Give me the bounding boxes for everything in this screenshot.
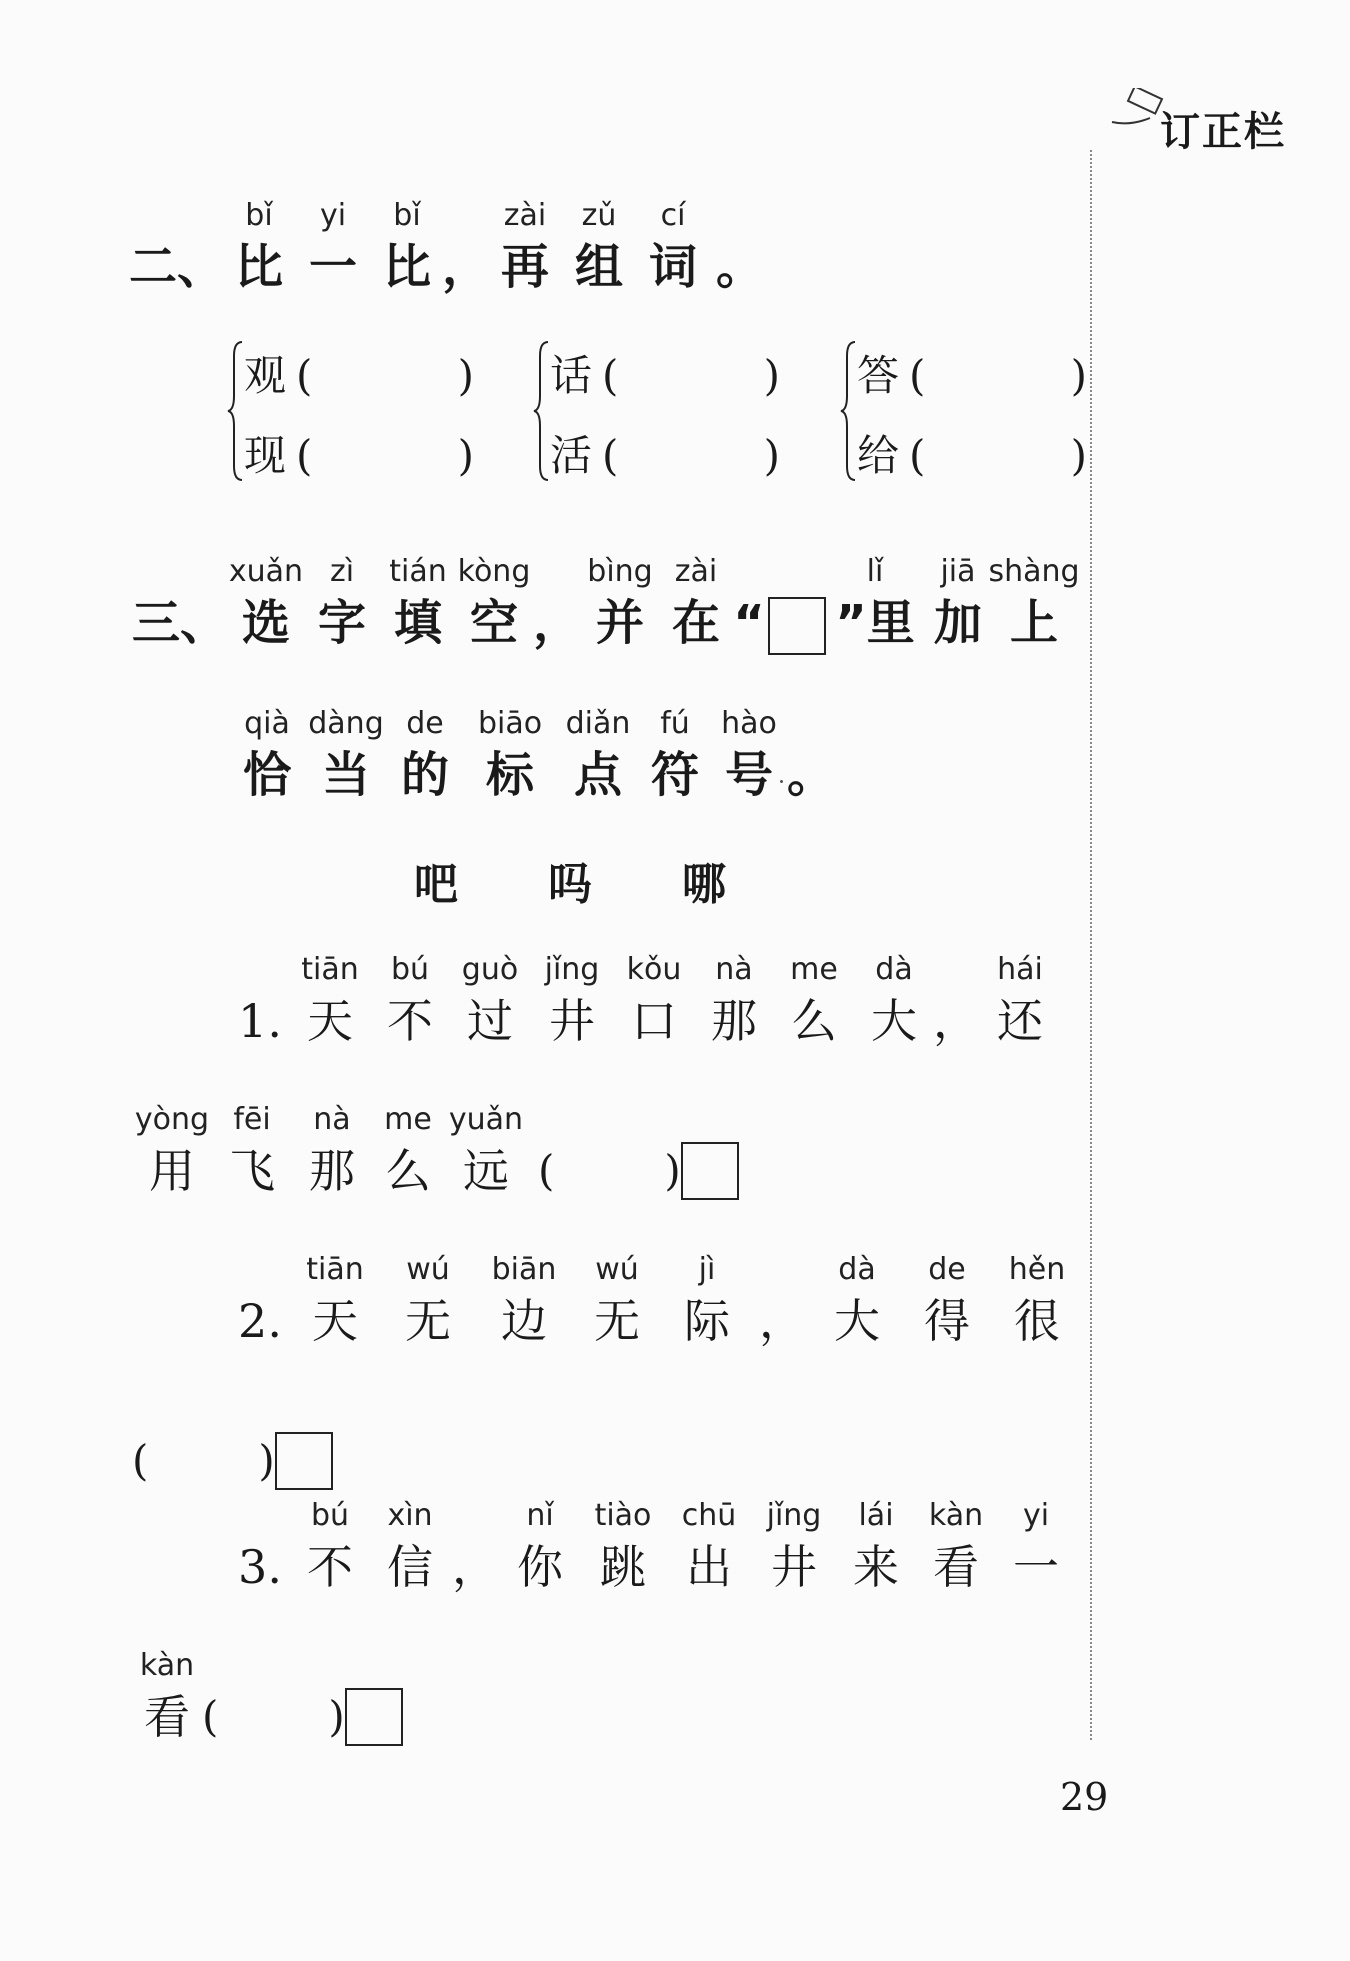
word-pair-group: [550, 336, 780, 496]
open-paren: (: [132, 1436, 149, 1485]
choice-characters: [0, 848, 1090, 912]
hanzi: 在: [671, 595, 720, 651]
paren-box-group: [538, 1140, 739, 1202]
pinyin: nǐ: [526, 1498, 554, 1533]
pinyin: biān: [491, 1252, 557, 1287]
char-cell: [304, 552, 380, 654]
word-pair-line: [550, 336, 780, 416]
hanzi: ，: [452, 1540, 498, 1594]
hanzi: 信: [387, 1540, 433, 1594]
pinyin: xìn: [387, 1498, 433, 1533]
hanzi: 大: [834, 1294, 880, 1348]
char-cell: [658, 552, 734, 654]
hanzi: 那: [711, 994, 757, 1048]
pinyin: bìng: [587, 554, 653, 589]
hanzi: “: [733, 595, 765, 651]
punctuation-box-icon[interactable]: [345, 1688, 403, 1746]
char-cell: [450, 950, 530, 1052]
close-paren: ): [328, 1692, 345, 1741]
section3-heading-line2: [230, 704, 836, 806]
char-cell: [230, 1496, 290, 1598]
hanzi: 一: [1013, 1540, 1059, 1594]
hanzi: 天: [312, 1294, 358, 1348]
char-cell: [786, 704, 836, 806]
char-cell: [500, 1496, 580, 1598]
word-pair-line: [244, 336, 474, 416]
pinyin: bú: [310, 1498, 350, 1533]
pinyin: bǐ: [245, 198, 273, 233]
choice-na: 哪: [682, 859, 726, 910]
char-cell: [476, 1250, 572, 1352]
hanzi: 口: [631, 994, 677, 1048]
hanzi: 2.: [238, 1294, 282, 1348]
hanzi: 远: [463, 1144, 509, 1198]
pinyin: jiā: [940, 554, 976, 589]
char-cell: [988, 552, 1080, 654]
close-paren: ): [258, 1436, 275, 1485]
pinyin: nà: [715, 952, 753, 987]
punctuation-box-icon[interactable]: [275, 1432, 333, 1490]
char-cell: [734, 552, 764, 654]
answer-slot[interactable]: [538, 1100, 739, 1202]
hanzi: 的: [400, 747, 449, 803]
open-paren: (: [909, 351, 926, 400]
pinyin: bǐ: [393, 198, 421, 233]
answer-slot-start[interactable]: [244, 336, 312, 416]
pinyin: dà: [875, 952, 913, 987]
hanzi: 不: [307, 1540, 353, 1594]
open-paren: (: [602, 351, 619, 400]
char-cell: [636, 196, 710, 298]
stray-dot: [780, 780, 783, 783]
char-cell: [992, 1250, 1082, 1352]
curly-brace-icon: [226, 336, 244, 486]
hanzi: 看: [933, 1540, 979, 1594]
answer-slot-start[interactable]: [857, 336, 925, 416]
char-cell: [614, 950, 694, 1052]
hanzi: 么: [385, 1144, 431, 1198]
pinyin: shàng: [988, 554, 1080, 589]
hanzi: ，: [759, 1294, 805, 1348]
hanzi: 无: [594, 1294, 640, 1348]
hanzi: 恰: [242, 747, 291, 803]
hanzi: 1.: [238, 994, 282, 1048]
hanzi: 边: [501, 1294, 547, 1348]
base-character: 现: [244, 431, 287, 480]
hanzi: 你: [517, 1540, 563, 1594]
pinyin: yòng: [134, 1102, 210, 1137]
pinyin: hào: [721, 706, 777, 741]
pinyin: fú: [660, 706, 690, 741]
char-cell: [830, 552, 920, 654]
char-cell: [710, 196, 770, 298]
hanzi: 际: [684, 1294, 730, 1348]
answer-slot-start[interactable]: [244, 416, 312, 496]
hanzi: 大: [871, 994, 917, 1048]
char-cell: [370, 1496, 450, 1598]
char-cell: [304, 704, 388, 806]
pinyin: tiào: [594, 1498, 652, 1533]
char-cell: [572, 1250, 662, 1352]
close-paren: ): [457, 431, 474, 480]
hanzi: 来: [853, 1540, 899, 1594]
char-cell: [380, 1250, 476, 1352]
word-pair-group: [244, 336, 474, 496]
char-cell: [132, 1100, 212, 1202]
char-cell: [442, 196, 491, 298]
close-paren: ): [664, 1146, 681, 1195]
choice-ba: 吧: [414, 859, 458, 910]
pinyin: tiān: [301, 952, 359, 987]
hanzi: 出: [686, 1540, 732, 1594]
open-paren: (: [602, 431, 619, 480]
page-number: 29: [1060, 1775, 1109, 1819]
answer-slot-start[interactable]: [550, 336, 618, 416]
pinyin: yi: [319, 198, 347, 233]
pinyin: wú: [595, 1252, 639, 1287]
char-cell: [370, 196, 444, 298]
hanzi: 天: [307, 994, 353, 1048]
question3-line2: [132, 1646, 403, 1748]
pinyin: dà: [838, 1252, 876, 1287]
section3-heading-line1: [132, 552, 1080, 654]
hanzi: 。: [715, 239, 764, 295]
hanzi: ”里: [835, 595, 915, 651]
char-cell: [530, 950, 614, 1052]
char-cell: [812, 1250, 902, 1352]
char-cell: [230, 704, 304, 806]
char-cell: [230, 1250, 290, 1352]
hanzi: 3.: [238, 1540, 282, 1594]
pinyin: guò: [461, 952, 519, 987]
hanzi: 么: [791, 994, 837, 1048]
char-cell: [752, 1496, 836, 1598]
question1-line2: [132, 1100, 739, 1202]
question1-line1: [230, 950, 1062, 1052]
pinyin: tiān: [306, 1252, 364, 1287]
char-cell: [444, 1100, 528, 1202]
hanzi: 空: [469, 595, 518, 651]
char-cell: [230, 950, 290, 1052]
close-paren: ): [763, 351, 780, 400]
hanzi: 当: [321, 747, 370, 803]
base-character: 活: [550, 431, 593, 480]
pinyin: fēi: [233, 1102, 271, 1137]
hanzi: ，: [933, 994, 979, 1048]
pinyin: de: [406, 706, 444, 741]
char-cell: [290, 950, 370, 1052]
hanzi: 不: [387, 994, 433, 1048]
char-cell: [212, 1100, 292, 1202]
open-paren: (: [538, 1146, 555, 1195]
char-cell: [562, 196, 636, 298]
pinyin: nà: [313, 1102, 351, 1137]
choice-ma: 吗: [548, 859, 592, 910]
hanzi: 比: [234, 239, 283, 295]
pinyin: zǔ: [581, 198, 617, 233]
pinyin: chū: [681, 1498, 737, 1533]
answer-slot[interactable]: [132, 1390, 333, 1492]
correction-divider: [1090, 150, 1092, 1740]
pinyin: bú: [390, 952, 430, 987]
hanzi: 飞: [229, 1144, 275, 1198]
pinyin: biāo: [477, 706, 543, 741]
question2-line1: [230, 1250, 1082, 1352]
char-cell: [666, 1496, 752, 1598]
hanzi: 二、: [129, 239, 226, 295]
pinyin: lái: [858, 1498, 894, 1533]
pinyin: qià: [244, 706, 290, 741]
word-pair-line: [857, 416, 1087, 496]
char-cell: [370, 950, 450, 1052]
pinyin: yi: [1022, 1498, 1050, 1533]
char-cell: [934, 950, 978, 1052]
char-cell: [488, 196, 562, 298]
char-cell: [132, 1646, 202, 1748]
char-cell: [580, 1496, 666, 1598]
question2-line2: [132, 1390, 333, 1492]
hanzi: 符: [650, 747, 699, 803]
pinyin: kǒu: [626, 952, 682, 987]
curly-brace-icon: [532, 336, 550, 486]
base-character: 给: [857, 431, 900, 480]
correction-column-title: 订正栏: [1160, 109, 1286, 155]
pinyin: yuǎn: [448, 1102, 524, 1137]
pinyin: lǐ: [866, 554, 884, 589]
char-cell: [558, 704, 638, 806]
hanzi: 点: [573, 747, 622, 803]
hanzi: 那: [309, 1144, 355, 1198]
pinyin: zài: [503, 198, 547, 233]
paren-box-group: [202, 1686, 403, 1748]
pinyin: cí: [660, 198, 686, 233]
char-cell: [290, 1496, 370, 1598]
hanzi: 号: [724, 747, 773, 803]
section2-heading: [129, 196, 770, 298]
paren-box-group: [132, 1430, 333, 1492]
char-cell: [296, 196, 370, 298]
blank-box-icon: [768, 597, 826, 655]
open-paren: (: [296, 351, 313, 400]
pinyin: jì: [698, 1252, 716, 1287]
pinyin: de: [928, 1252, 966, 1287]
char-cell: [694, 950, 774, 1052]
heading-blank-box: [768, 592, 826, 654]
answer-slot-start[interactable]: [857, 416, 925, 496]
hanzi: 过: [467, 994, 513, 1048]
pinyin: me: [790, 952, 838, 987]
hanzi: 填: [393, 595, 442, 651]
char-cell: [902, 1250, 992, 1352]
hanzi: 得: [924, 1294, 970, 1348]
hanzi: 并: [595, 595, 644, 651]
hanzi: 词: [648, 239, 697, 295]
hanzi: 三、: [132, 595, 229, 651]
char-cell: [854, 950, 934, 1052]
char-cell: [292, 1100, 372, 1202]
char-cell: [372, 1100, 444, 1202]
pinyin: hěn: [1008, 1252, 1066, 1287]
answer-slot[interactable]: [202, 1646, 403, 1748]
char-cell: [450, 1496, 500, 1598]
base-character: 答: [857, 351, 900, 400]
word-pair-line: [244, 416, 474, 496]
hanzi: 一: [308, 239, 357, 295]
char-cell: [380, 552, 456, 654]
hanzi: 。: [786, 747, 835, 803]
curly-brace-icon: [839, 336, 857, 486]
word-pair-group: [857, 336, 1087, 496]
pinyin: jǐng: [766, 1498, 822, 1533]
pinyin: kòng: [457, 554, 531, 589]
pinyin: jǐng: [544, 952, 600, 987]
char-cell: [836, 1496, 916, 1598]
char-cell: [582, 552, 658, 654]
open-paren: (: [296, 431, 313, 480]
hanzi: 跳: [600, 1540, 646, 1594]
base-character: 话: [550, 351, 593, 400]
hanzi: 用: [149, 1144, 195, 1198]
pinyin: wú: [406, 1252, 450, 1287]
hanzi: ，: [532, 595, 581, 651]
hanzi: 无: [405, 1294, 451, 1348]
hanzi: 选: [241, 595, 290, 651]
hanzi: 很: [1014, 1294, 1060, 1348]
answer-slot-start[interactable]: [550, 416, 618, 496]
char-cell: [662, 1250, 752, 1352]
hanzi: 还: [997, 994, 1043, 1048]
open-paren: (: [202, 1692, 219, 1741]
hanzi: 看: [144, 1690, 190, 1744]
char-cell: [978, 950, 1062, 1052]
pinyin: hái: [997, 952, 1043, 987]
char-cell: [638, 704, 712, 806]
hanzi: ，: [442, 239, 491, 295]
char-cell: [132, 552, 228, 654]
char-cell: [712, 704, 786, 806]
char-cell: [388, 704, 462, 806]
hanzi: 井: [549, 994, 595, 1048]
close-paren: ): [1070, 351, 1087, 400]
hanzi: 井: [771, 1540, 817, 1594]
char-cell: [129, 196, 226, 298]
char-cell: [774, 950, 854, 1052]
pinyin: kàn: [928, 1498, 984, 1533]
pinyin: zì: [329, 554, 355, 589]
pinyin: kàn: [139, 1648, 195, 1683]
word-pair-line: [550, 416, 780, 496]
hanzi: 加: [933, 595, 982, 651]
pinyin: me: [384, 1102, 432, 1137]
char-cell: [920, 552, 996, 654]
hanzi: 组: [574, 239, 623, 295]
close-paren: ): [457, 351, 474, 400]
pinyin: tián: [389, 554, 447, 589]
punctuation-box-icon[interactable]: [681, 1142, 739, 1200]
char-cell: [916, 1496, 996, 1598]
base-character: 观: [244, 351, 287, 400]
char-cell: [996, 1496, 1076, 1598]
char-cell: [764, 552, 830, 654]
close-paren: ): [1070, 431, 1087, 480]
question3-line1: [230, 1496, 1076, 1598]
pinyin: diǎn: [565, 706, 631, 741]
pinyin: zài: [674, 554, 718, 589]
char-cell: [290, 1250, 380, 1352]
word-pair-line: [857, 336, 1087, 416]
char-cell: [228, 552, 304, 654]
hanzi: 标: [485, 747, 534, 803]
hanzi: 比: [382, 239, 431, 295]
char-cell: [462, 704, 558, 806]
char-cell: [456, 552, 532, 654]
open-paren: (: [909, 431, 926, 480]
pinyin: xuǎn: [228, 554, 304, 589]
char-cell: [532, 552, 582, 654]
hanzi: 再: [500, 239, 549, 295]
hanzi: 上: [1009, 595, 1058, 651]
char-cell: [752, 1250, 812, 1352]
close-paren: ): [763, 431, 780, 480]
hanzi: 字: [317, 595, 366, 651]
char-cell: [222, 196, 296, 298]
pinyin: dàng: [308, 706, 384, 741]
